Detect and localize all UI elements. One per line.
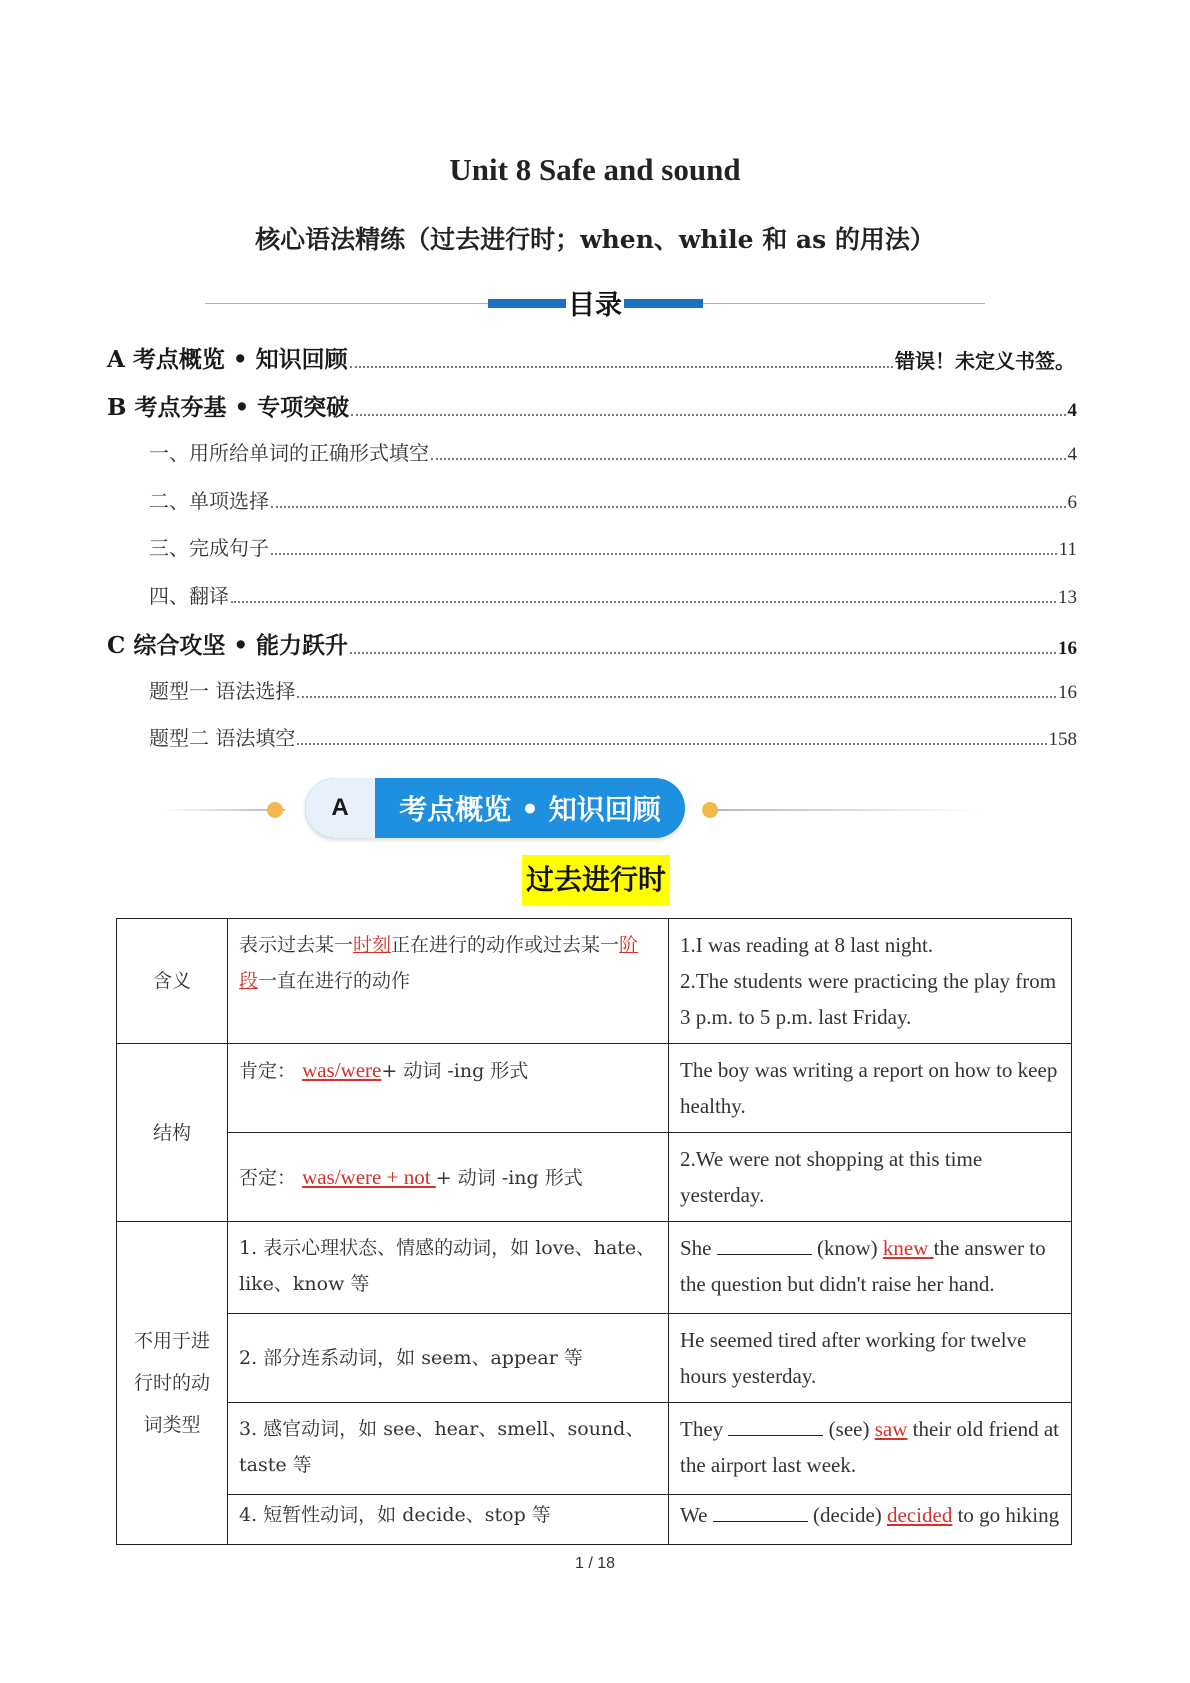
answer-text: was/were [302, 1058, 382, 1082]
toc-entry-c2[interactable] [149, 722, 1077, 751]
table-row [117, 1495, 1072, 1545]
example-text: They [680, 1417, 729, 1441]
category-cell: 不用于进行时的动词类型 [117, 1222, 228, 1545]
toc-leader-dots [231, 600, 1056, 603]
toc-leader-dots [350, 365, 893, 368]
desc-text: + 动词 -ing 形式 [381, 1060, 529, 1082]
toc-heading: 目录 [568, 290, 622, 321]
answer-text: saw [874, 1417, 908, 1441]
toc-leader-dots [350, 651, 1056, 654]
answer-text: 时刻 [353, 934, 392, 956]
banner-right-dot [702, 802, 718, 818]
desc-text: 肯定： [239, 1060, 297, 1082]
example-text: She [680, 1236, 717, 1260]
toc-entry-page: 16 [1058, 638, 1077, 659]
banner-letter: A [305, 778, 375, 838]
toc-leader-dots [431, 457, 1066, 460]
example-text: their old friend at the airport last week. [680, 1417, 1060, 1477]
blank-line [717, 1234, 812, 1255]
blank-line [728, 1415, 823, 1436]
example-text: 1.I was reading at 8 last night. [680, 933, 934, 957]
toc-entry-label: 三、完成句子 [149, 536, 269, 560]
description-cell: 2. 部分连系动词，如 seem、appear 等 [228, 1314, 669, 1403]
toc-entry-b4[interactable] [149, 580, 1077, 609]
example-text: the answer to the question but didn't raise her hand. [680, 1236, 1046, 1296]
toc-leader-dots [297, 742, 1046, 745]
description-cell [228, 919, 669, 1044]
toc-entry-page: 6 [1067, 492, 1077, 513]
desc-text: 正在进行的动作或过去某一 [391, 934, 620, 956]
document-subtitle: 核心语法精练（过去进行时；when、while 和 as 的用法） [255, 225, 935, 254]
toc-entry-page: 11 [1058, 539, 1077, 560]
toc-entry-label: A 考点概览 • 知识回顾 [107, 346, 348, 373]
toc-leader-dots [297, 695, 1056, 698]
toc-entry-b2[interactable] [149, 485, 1077, 514]
example-text: We [680, 1503, 713, 1527]
toc-entry-page: 13 [1058, 587, 1077, 608]
toc-entry-b1[interactable] [149, 437, 1077, 466]
grammar-section-title: 过去进行时 [522, 855, 670, 905]
banner-left-dot [267, 802, 283, 818]
toc-entry-page: 158 [1048, 729, 1077, 750]
toc-entry-label: 题型二 语法填空 [149, 726, 296, 750]
toc-entry-label: 二、单项选择 [149, 489, 269, 513]
answer-text: decided [887, 1503, 953, 1527]
toc-entry-a[interactable] [107, 341, 1075, 374]
banner-title: 考点概览 • 知识回顾 [399, 793, 661, 826]
toc-entry-page: 错误！未定义书签。 [895, 351, 1075, 373]
toc-entry-b3[interactable] [149, 532, 1077, 561]
toc-entry-label: B 考点夯基 • 专项突破 [107, 394, 350, 421]
toc-entry-label: C 综合攻坚 • 能力跃升 [107, 632, 349, 659]
toc-leader-dots [351, 413, 1065, 416]
toc-entry-label: 题型一 语法选择 [149, 679, 296, 703]
toc-leader-dots [271, 552, 1057, 555]
table-row [117, 1314, 1072, 1403]
toc-entry-label: 四、翻译 [149, 584, 229, 608]
banner-right-line [715, 809, 980, 811]
table-row [117, 1222, 1072, 1314]
hint-text: (see) [823, 1417, 875, 1441]
description-cell [228, 1044, 669, 1133]
toc-entry-b[interactable] [107, 389, 1077, 422]
description-cell: 3. 感官动词，如 see、hear、smell、sound、taste 等 [228, 1403, 669, 1495]
desc-text: 表示过去某一 [239, 934, 354, 956]
description-cell: 4. 短暂性动词，如 decide、stop 等 [228, 1495, 669, 1545]
description-cell: 1. 表示心理状态、情感的动词，如 love、hate、like、know 等 [228, 1222, 669, 1314]
toc-entry-page: 4 [1067, 444, 1077, 465]
page-number: 1 / 18 [574, 1555, 616, 1572]
toc-entry-page: 4 [1067, 400, 1077, 421]
desc-text: + 动词 -ing 形式 [435, 1166, 583, 1189]
toc-entry-label: 一、用所给单词的正确形式填空 [149, 441, 429, 465]
desc-text: 否定： [239, 1166, 297, 1189]
example-cell [669, 1495, 1072, 1545]
category-cell: 结构 [117, 1044, 228, 1222]
desc-text: 一直在进行的动作 [258, 970, 411, 992]
table-row [117, 1044, 1072, 1133]
example-text: to go hiking [952, 1503, 1060, 1527]
section-banner [160, 773, 1030, 843]
answer-text: was/were + not [302, 1164, 436, 1189]
example-cell: 2.We were not shopping at this time yesterday. [669, 1133, 1072, 1222]
example-cell [669, 1222, 1072, 1314]
category-cell: 含义 [117, 919, 228, 1044]
toc-entry-c[interactable] [107, 627, 1077, 660]
description-cell [228, 1133, 669, 1222]
hint-text: (know) [811, 1236, 883, 1260]
example-cell: He seemed tired after working for twelve hours yesterday. [669, 1314, 1072, 1403]
grammar-table [116, 918, 1072, 1545]
answer-text: knew [882, 1236, 934, 1260]
toc-leader-dots [271, 505, 1066, 508]
example-cell [669, 1403, 1072, 1495]
toc-entry-page: 16 [1058, 682, 1077, 703]
blank-line [713, 1501, 808, 1522]
example-cell: The boy was writing a report on how to keep healthy. [669, 1044, 1072, 1133]
toc-entry-c1[interactable] [149, 675, 1077, 704]
table-row [117, 1133, 1072, 1222]
toc-heading-decoration [205, 283, 985, 319]
banner-pill [305, 778, 685, 838]
table-row [117, 919, 1072, 1044]
hint-text: (decide) [807, 1503, 888, 1527]
example-cell [669, 919, 1072, 1044]
table-row [117, 1403, 1072, 1495]
document-title: Unit 8 Safe and sound [449, 152, 741, 187]
example-text: 2.The students were practicing the play from 3 p.m. to 5 p.m. last Friday. [680, 969, 1057, 1029]
answer-text: 阶段 [239, 934, 639, 992]
